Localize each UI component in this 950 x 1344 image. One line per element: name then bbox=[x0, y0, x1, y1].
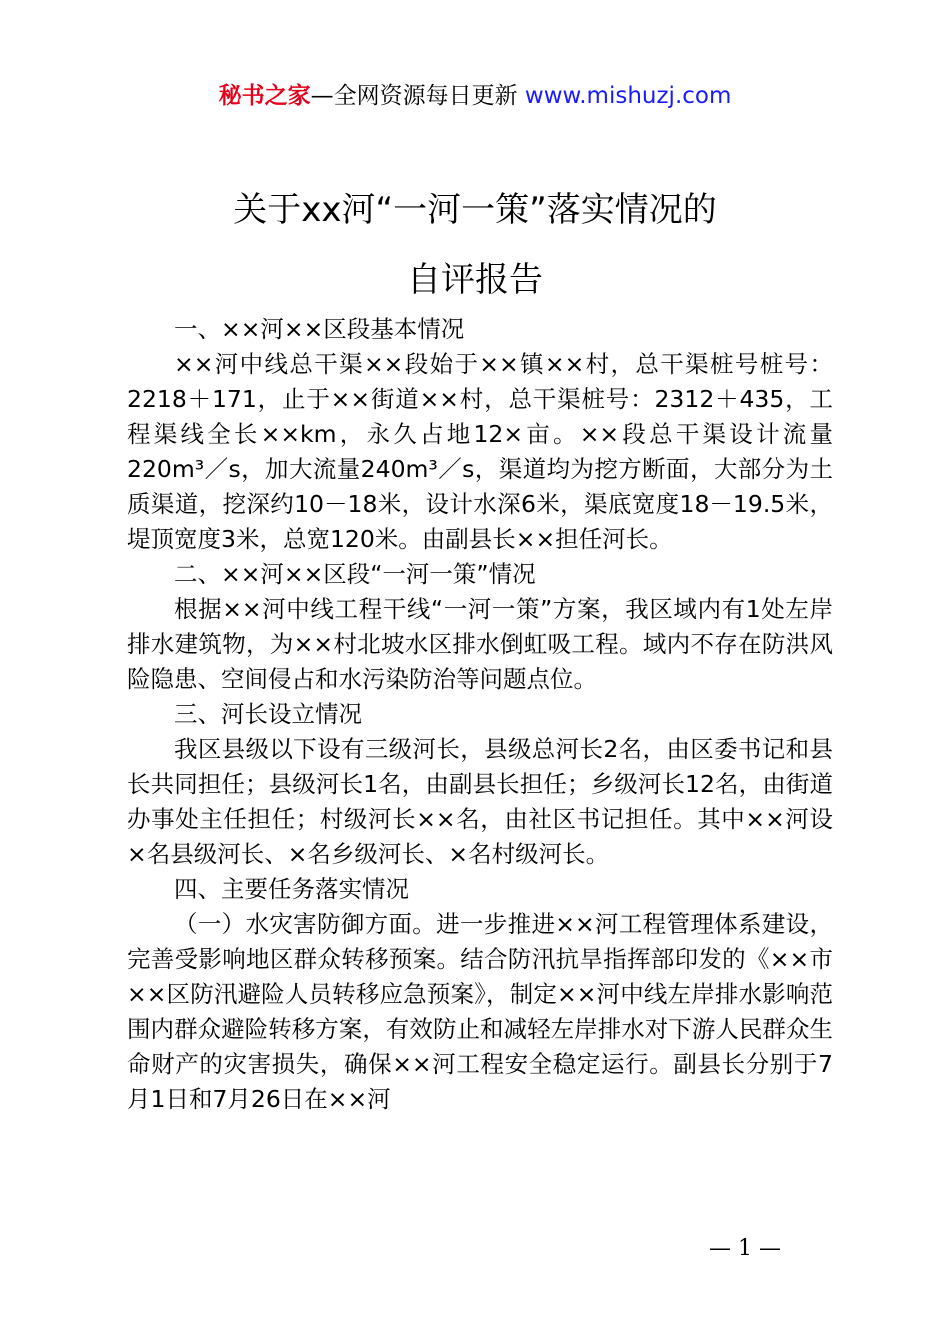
section-heading-4: 四、主要任务落实情况 bbox=[174, 875, 409, 903]
site-tagline: —全网资源每日更新 bbox=[310, 83, 525, 109]
page-number: — 1 — bbox=[709, 1236, 781, 1261]
paragraph-policy: 根据××河中线工程干线“一河一策”方案，我区域内有1处左岸排水建筑物，为××村北坡水区排水倒虹吸工程。域内不存在防洪风险隐患、空间侵占和水污染防治等问题点位。 bbox=[127, 595, 833, 693]
paragraph-river-chiefs: 我区县级以下设有三级河长，县级总河长2名，由区委书记和县长共同担任；县级河长1名，由副县长担任；乡级河长12名，由街道办事处主任担任；村级河长××名，由社区书记担任。其中××河设×名县级河长、×名乡级河长、×名村级河长。 bbox=[127, 735, 833, 868]
site-url-link[interactable]: www.mishuzj.com bbox=[524, 83, 732, 109]
section-heading-2: 二、××河××区段“一河一策”情况 bbox=[174, 560, 536, 588]
paragraph-basic-info: ××河中线总干渠××段始于××镇××村，总干渠桩号桩号：2218＋171，止于××街道××村，总干渠桩号：2312＋435，工程渠线全长××km，永久占地12×亩。××段总干渠设计流量220m³／s，加大流量240m³／s，渠道均为挖方断面，大部分为土质渠道，挖深约10－18米，设计水深6米，渠底宽度18－19.5米，堤顶宽度3米，总宽120米。由副县长××担任河长。 bbox=[127, 350, 833, 553]
document-body bbox=[127, 312, 833, 1117]
paragraph-tasks: （一）水灾害防御方面。进一步推进××河工程管理体系建设，完善受影响地区群众转移预案。结合防汛抗旱指挥部印发的《××市××区防汛避险人员转移应急预案》，制定××河中线左岸排水影响范围内群众避险转移方案，有效防止和减轻左岸排水对下游人民群众生命财产的灾害损失，确保××河工程安全稳定运行。副县长分别于7月1日和7月26日在××河 bbox=[127, 910, 833, 1113]
section-heading-1: 一、××河××区段基本情况 bbox=[174, 315, 465, 343]
document-title-line-1: 关于xx河“一河一策”落实情况的 bbox=[233, 190, 717, 230]
site-header bbox=[0, 80, 950, 112]
site-brand: 秘书之家 bbox=[218, 83, 311, 109]
section-heading-3: 三、河长设立情况 bbox=[174, 700, 362, 728]
document-title-line-2: 自评报告 bbox=[407, 260, 543, 300]
